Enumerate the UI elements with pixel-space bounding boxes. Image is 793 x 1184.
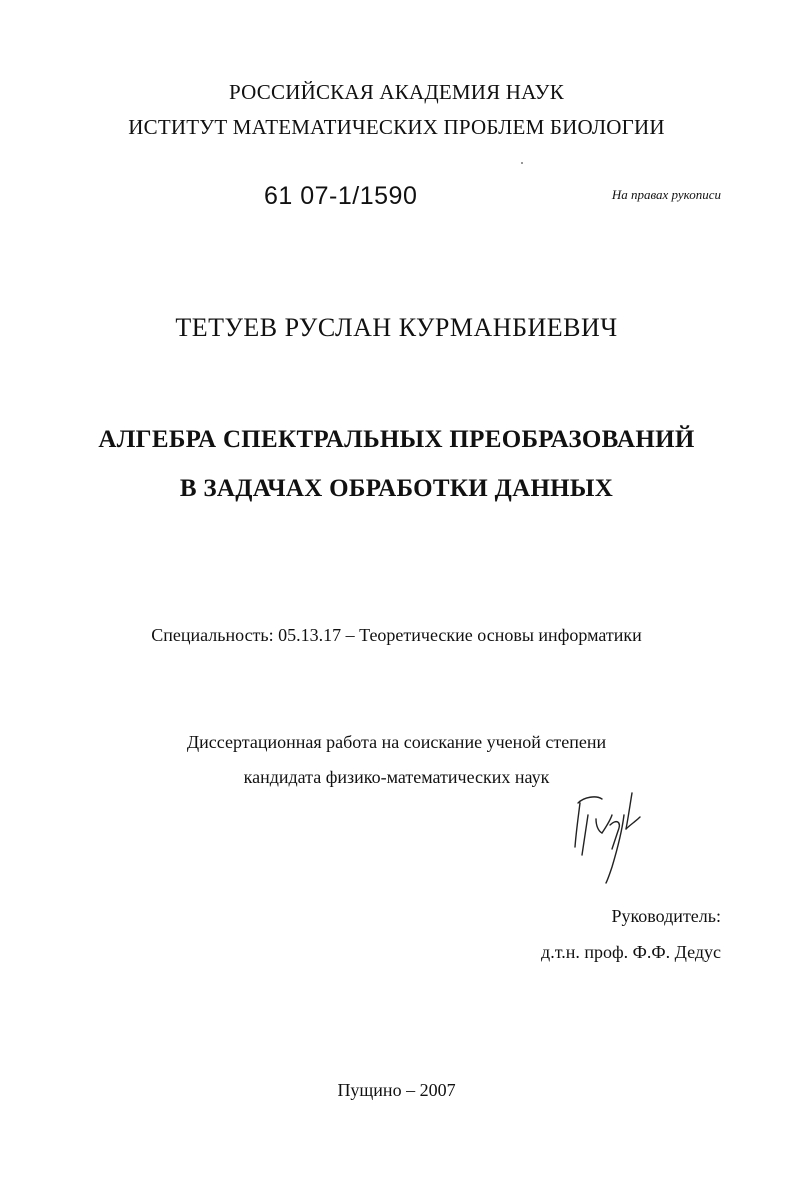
handwritten-signature [566,785,656,885]
institute-name: ИСТИТУТ МАТЕМАТИЧЕСКИХ ПРОБЛЕМ БИОЛОГИИ [128,115,665,139]
thesis-title-line-1: АЛГЕБРА СПЕКТРАЛЬНЫХ ПРЕОБРАЗОВАНИЙ [98,426,695,453]
author-name: ТЕТУЕВ РУСЛАН КУРМАНБИЕВИЧ [175,313,618,342]
specialty: Специальность: 05.13.17 – Теоретические основы информатики [151,625,642,645]
academy-name: РОССИЙСКАЯ АКАДЕМИЯ НАУК [229,80,564,104]
thesis-title-line-2: В ЗАДАЧАХ ОБРАБОТКИ ДАННЫХ [179,475,614,502]
scan-speck [521,162,523,164]
rights-note: На правах рукописи [611,187,721,202]
city-year: Пущино – 2007 [337,1080,456,1100]
supervisor-name: д.т.н. проф. Ф.Ф. Дедус [541,942,721,962]
catalog-number: 61 07-1/1590 [264,182,418,210]
dissertation-line-1: Диссертационная работа на соискание ученой степени [186,732,607,752]
dissertation-line-2: кандидата физико-математических наук [243,767,550,787]
supervisor-label: Руководитель: [611,906,721,926]
